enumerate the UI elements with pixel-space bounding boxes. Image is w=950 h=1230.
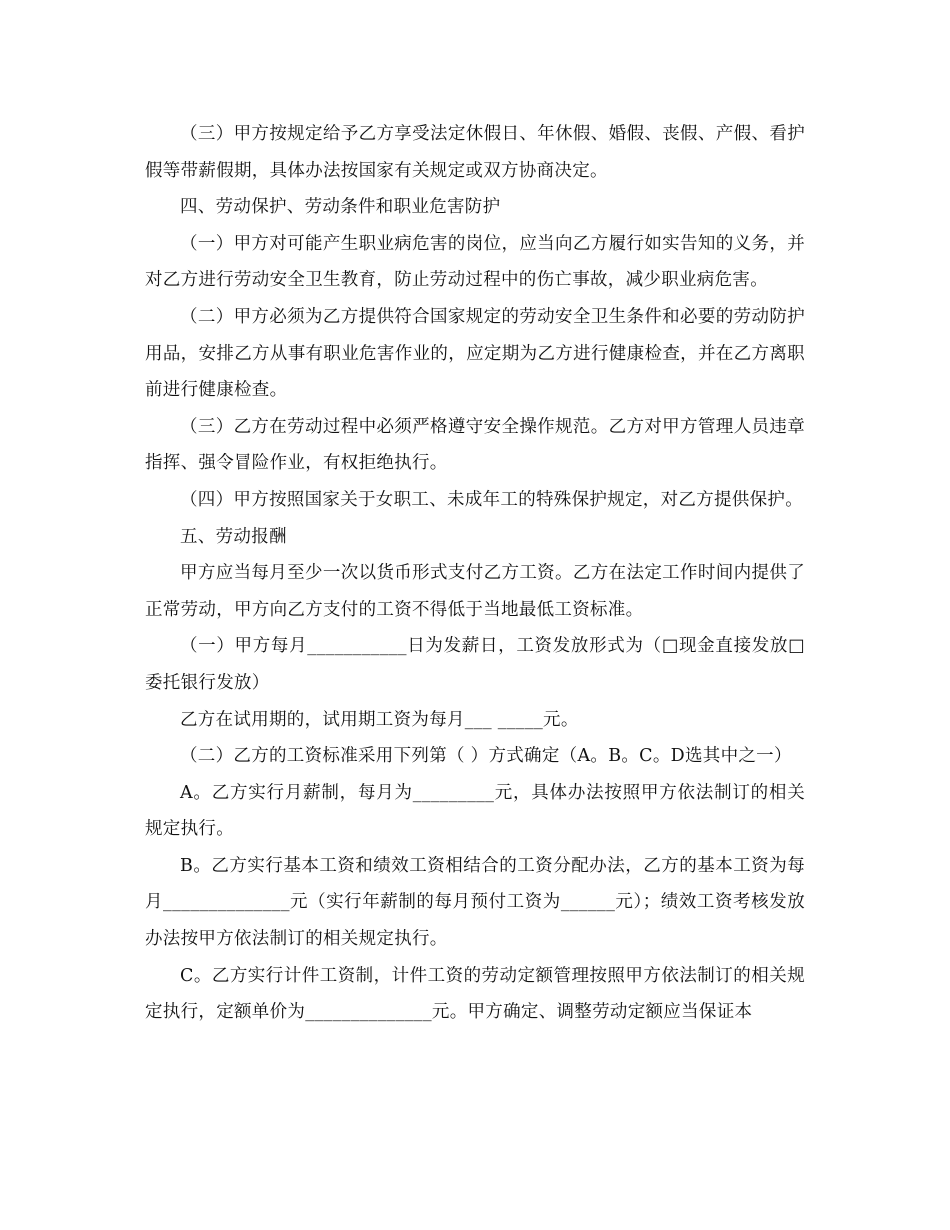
section-heading-labor-protection: 四、劳动保护、劳动条件和职业危害防护 <box>180 197 501 218</box>
paragraph-safety-conditions: （二）甲方必须为乙方提供符合国家规定的劳动安全卫生条件和必要的劳动防护用品，安排乙方从事有职业危害作业的，应定期为乙方进行健康检查，并在乙方离职前进行健康检查。 <box>145 306 805 401</box>
paragraph-special-protection: （四）甲方按照国家关于女职工、未成年工的特殊保护规定，对乙方提供保护。 <box>180 489 803 510</box>
paragraph-option-a: A。乙方实行月薪制，每月为_________元，具体办法按照甲方依法制订的相关规定执行。 <box>145 782 805 840</box>
paragraph-option-c: C。乙方实行计件工资制，计件工资的劳动定额管理按照甲方依法制订的相关规定执行，定额单价为______________元。甲方确定、调整劳动定额应当保证本 <box>145 965 805 1023</box>
paragraph-monthly-wage: 甲方应当每月至少一次以货币形式支付乙方工资。乙方在法定工作时间内提供了正常劳动，甲方向乙方支付的工资不得低于当地最低工资标准。 <box>145 563 805 620</box>
document-body <box>145 116 805 1031</box>
paragraph-option-b: B。乙方实行基本工资和绩效工资相结合的工资分配办法，乙方的基本工资为每月______________元（实行年薪制的每月预付工资为______元）；绩效工资考核发放办法按甲方依法制订的相关规定执行。 <box>145 855 805 950</box>
section-heading-remuneration: 五、劳动报酬 <box>180 526 287 547</box>
paragraph-occupational-hazard-notice: （一）甲方对可能产生职业病危害的岗位，应当向乙方履行如实告知的义务，并对乙方进行劳动安全卫生教育，防止劳动过程中的伤亡事故，减少职业病危害。 <box>145 233 805 291</box>
paragraph-safety-rules: （三）乙方在劳动过程中必须严格遵守安全操作规范。乙方对甲方管理人员违章指挥、强令冒险作业，有权拒绝执行。 <box>145 416 805 474</box>
paragraph-paid-leave: （三）甲方按规定给予乙方享受法定休假日、年休假、婚假、丧假、产假、看护假等带薪假期，具体办法按国家有关规定或双方协商决定。 <box>145 124 805 181</box>
paragraph-payday: （一）甲方每月___________日为发薪日，工资发放形式为（□现金直接发放□委托银行发放） <box>145 636 805 693</box>
paragraph-probation-wage: 乙方在试用期的，试用期工资为每月___ _____元。 <box>180 709 579 730</box>
paragraph-wage-standard-choice: （二）乙方的工资标准采用下列第（ ）方式确定（A。B。C。D选其中之一） <box>180 746 792 767</box>
